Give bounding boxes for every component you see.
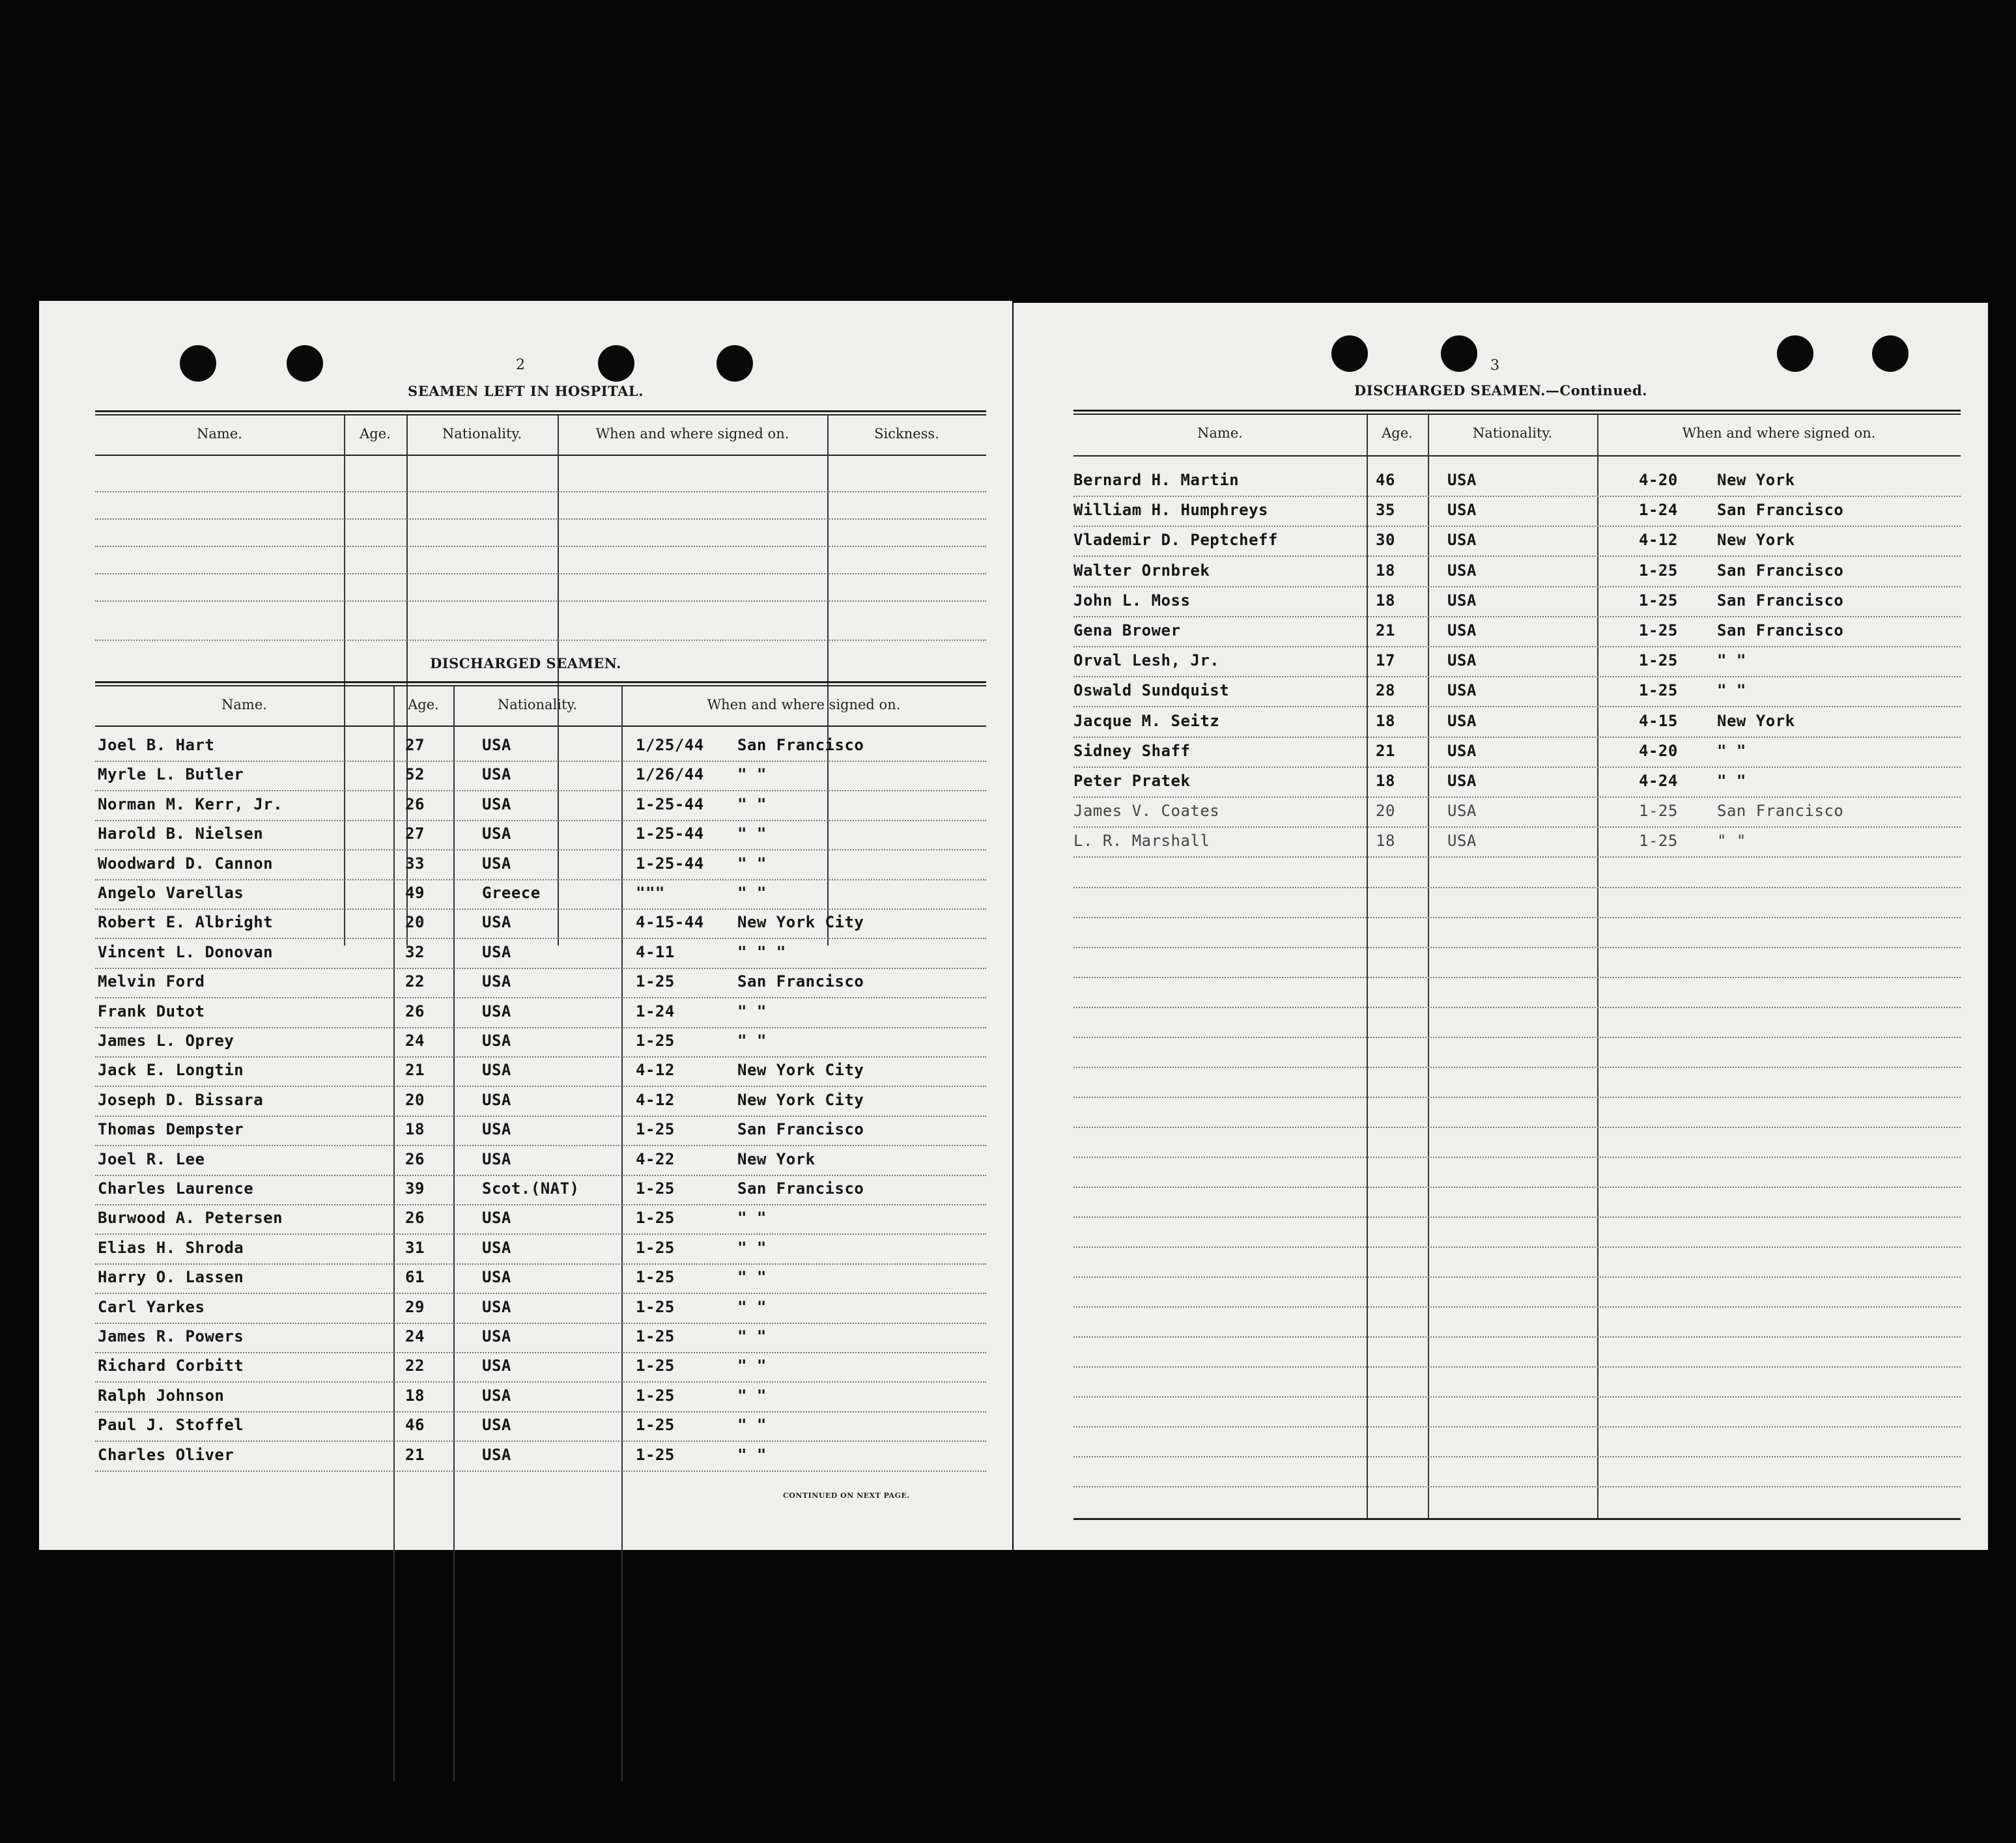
row-line: [1073, 676, 1961, 677]
discharged-col-nationality: Nationality.: [497, 697, 578, 712]
row-line: [1073, 1187, 1961, 1188]
signed-on-date: 1-25: [636, 1357, 675, 1375]
seaman-age: 32: [405, 943, 425, 961]
seaman-name: L. R. Marshall: [1073, 832, 1210, 850]
discharged-col-age: Age.: [408, 697, 439, 712]
seaman-name: James V. Coates: [1073, 802, 1220, 820]
row-line: [1073, 1097, 1961, 1098]
discharged-col-name: Name.: [221, 697, 267, 712]
seaman-name: Oswald Sundquist: [1073, 681, 1230, 699]
seaman-nationality: USA: [482, 1032, 511, 1050]
signed-on-place: " ": [737, 795, 767, 813]
seaman-nationality: USA: [482, 736, 511, 754]
seaman-nationality: USA: [1447, 471, 1477, 489]
seaman-age: 28: [1376, 681, 1395, 699]
signed-on-date: 1-25: [1639, 651, 1678, 669]
seaman-nationality: USA: [482, 1327, 511, 1345]
signed-on-place: " ": [1717, 832, 1746, 850]
hospital-col-name: Name.: [197, 426, 242, 442]
seaman-name: Peter Pratek: [1073, 772, 1191, 790]
row-line: [1073, 1246, 1961, 1248]
signed-on-place: " " ": [737, 943, 786, 961]
seaman-nationality: USA: [482, 824, 511, 843]
row-line: [95, 761, 986, 762]
signed-on-date: 1-25: [636, 972, 675, 991]
seaman-age: 46: [1376, 471, 1395, 489]
seaman-nationality: USA: [1447, 802, 1477, 820]
row-line: [1073, 586, 1961, 587]
row-line: [1073, 616, 1961, 617]
seaman-age: 26: [405, 795, 425, 813]
seaman-name: Richard Corbitt: [98, 1357, 244, 1375]
seaman-nationality: USA: [482, 1446, 511, 1464]
signed-on-date: 1-25: [636, 1209, 675, 1227]
row-line: [95, 908, 986, 910]
row-line: [95, 1411, 986, 1413]
row-line: [1073, 767, 1961, 768]
row-line: [1073, 826, 1961, 828]
signed-on-place: " ": [1717, 651, 1746, 669]
signed-on-date: 1-25: [636, 1120, 675, 1138]
binder-hole: [1872, 335, 1909, 372]
row-line: [95, 1116, 986, 1117]
seaman-age: 61: [405, 1268, 425, 1286]
seaman-nationality: Greece: [482, 884, 541, 902]
seaman-age: 18: [1376, 832, 1395, 850]
signed-on-place: New York City: [737, 1061, 864, 1079]
seaman-nationality: USA: [1447, 531, 1477, 549]
seaman-name: Thomas Dempster: [98, 1120, 244, 1138]
row-line: [1073, 1336, 1961, 1338]
row-line: [95, 820, 986, 821]
seaman-age: 20: [405, 1091, 425, 1109]
row-line: [1073, 1276, 1961, 1278]
page-number: 3: [1490, 358, 1499, 374]
seaman-age: 21: [405, 1446, 425, 1464]
row-line: [1073, 887, 1961, 888]
signed-on-place: " ": [737, 1209, 767, 1227]
seaman-nationality: USA: [482, 1150, 511, 1168]
seaman-nationality: USA: [1447, 772, 1477, 790]
signed-on-place: San Francisco: [1717, 501, 1844, 519]
continued-col-age: Age.: [1382, 425, 1413, 441]
seaman-age: 29: [405, 1298, 425, 1316]
signed-on-date: 1-25: [1639, 832, 1678, 850]
signed-on-place: San Francisco: [1717, 621, 1844, 640]
seaman-name: Elias H. Shroda: [98, 1239, 244, 1257]
seaman-age: 31: [405, 1239, 425, 1257]
row-line: [95, 1233, 986, 1235]
seaman-age: 21: [1376, 621, 1395, 640]
seaman-age: 18: [1376, 712, 1395, 730]
seaman-age: 18: [405, 1120, 425, 1138]
seaman-name: Charles Oliver: [98, 1446, 234, 1464]
seaman-age: 18: [405, 1386, 425, 1405]
seaman-name: Robert E. Albright: [98, 913, 274, 931]
seaman-age: 18: [1376, 591, 1395, 610]
seaman-age: 26: [405, 1002, 425, 1020]
signed-on-place: " ": [737, 1268, 767, 1286]
row-line: [1073, 1456, 1961, 1457]
seaman-age: 18: [1376, 561, 1395, 580]
seaman-name: Carl Yarkes: [98, 1298, 205, 1316]
continued-note: CONTINUED ON NEXT PAGE.: [783, 1491, 910, 1500]
row-line: [1073, 1007, 1961, 1008]
signed-on-date: 1-25: [1639, 621, 1678, 640]
seaman-name: Burwood A. Petersen: [98, 1209, 283, 1227]
seaman-nationality: USA: [1447, 712, 1477, 730]
signed-on-place: " ": [737, 1032, 767, 1050]
binder-hole: [598, 345, 634, 382]
seaman-age: 20: [405, 913, 425, 931]
signed-on-date: 1-25: [636, 1298, 675, 1316]
signed-on-date: 1-25-44: [636, 854, 704, 873]
row-line: [1073, 1426, 1961, 1428]
signed-on-date: 4-24: [1639, 772, 1678, 790]
signed-on-place: " ": [1717, 772, 1746, 790]
signed-on-place: New York: [737, 1150, 816, 1168]
seaman-nationality: USA: [1447, 591, 1477, 610]
signed-on-date: 1-25: [636, 1032, 675, 1050]
signed-on-date: 4-22: [636, 1150, 675, 1168]
signed-on-date: 4-12: [1639, 531, 1678, 549]
row-line: [95, 1470, 986, 1472]
seaman-age: 21: [405, 1061, 425, 1079]
discharged-col-when-where: When and where signed on.: [707, 697, 901, 712]
seaman-age: 52: [405, 765, 425, 783]
signed-on-date: 4-15: [1639, 712, 1678, 730]
row-line: [1073, 1037, 1961, 1038]
seaman-nationality: USA: [482, 1268, 511, 1286]
signed-on-place: " ": [737, 854, 767, 873]
seaman-name: Vlademir D. Peptcheff: [1073, 531, 1278, 549]
row-line: [1073, 1217, 1961, 1218]
row-line: [95, 1056, 986, 1058]
seaman-name: Ralph Johnson: [98, 1386, 225, 1405]
seaman-name: Joel B. Hart: [98, 736, 215, 754]
signed-on-date: 1/25/44: [636, 736, 704, 754]
row-line: [95, 1293, 986, 1294]
seaman-name: Joel R. Lee: [98, 1150, 205, 1168]
signed-on-place: " ": [737, 1416, 767, 1434]
signed-on-date: 1-25: [636, 1239, 675, 1257]
seaman-nationality: USA: [482, 1357, 511, 1375]
signed-on-place: New York City: [737, 913, 864, 931]
row-line: [1073, 556, 1961, 557]
signed-on-place: New York City: [737, 1091, 864, 1109]
row-line: [95, 879, 986, 880]
binder-hole: [1331, 335, 1368, 372]
signed-on-place: " ": [737, 1386, 767, 1405]
seaman-name: Bernard H. Martin: [1073, 471, 1240, 489]
signed-on-place: " ": [737, 1327, 767, 1345]
seaman-age: 35: [1376, 501, 1395, 519]
discharged-section-title: DISCHARGED SEAMEN.: [430, 655, 621, 671]
row-line: [95, 1263, 986, 1265]
seaman-name: Myrle L. Butler: [98, 765, 244, 783]
seaman-nationality: USA: [1447, 651, 1477, 669]
signed-on-place: " ": [737, 1298, 767, 1316]
seaman-age: 17: [1376, 651, 1395, 669]
seaman-nationality: USA: [482, 943, 511, 961]
signed-on-date: 4-15-44: [636, 913, 704, 931]
seaman-nationality: USA: [482, 1386, 511, 1405]
seaman-name: Angelo Varellas: [98, 884, 244, 902]
row-line: [95, 1175, 986, 1176]
seaman-nationality: USA: [482, 795, 511, 813]
seaman-name: Paul J. Stoffel: [98, 1416, 244, 1434]
row-line: [1073, 917, 1961, 918]
seaman-nationality: USA: [482, 913, 511, 931]
signed-on-date: 4-20: [1639, 471, 1678, 489]
left-page: [39, 301, 1012, 1550]
row-line: [95, 1027, 986, 1028]
signed-on-date: 1-25: [1639, 681, 1678, 699]
seaman-age: 24: [405, 1327, 425, 1345]
row-line: [95, 1145, 986, 1146]
signed-on-date: 1-24: [636, 1002, 675, 1020]
right-page: [1014, 303, 1988, 1550]
signed-on-place: San Francisco: [737, 1120, 864, 1138]
hospital-section-title: SEAMEN LEFT IN HOSPITAL.: [408, 383, 644, 399]
seaman-name: Harry O. Lassen: [98, 1268, 244, 1286]
row-line: [95, 1086, 986, 1087]
signed-on-place: " ": [737, 884, 767, 902]
row-line: [95, 1441, 986, 1442]
seaman-age: 22: [405, 972, 425, 991]
signed-on-date: 1-25: [636, 1327, 675, 1345]
row-line: [1073, 1306, 1961, 1308]
seaman-name: Vincent L. Donovan: [98, 943, 274, 961]
signed-on-date: 4-20: [1639, 742, 1678, 760]
seaman-name: Jack E. Longtin: [98, 1061, 244, 1079]
signed-on-place: " ": [737, 1002, 767, 1020]
signed-on-place: New York: [1717, 712, 1795, 730]
seaman-age: 24: [405, 1032, 425, 1050]
seaman-nationality: USA: [1447, 621, 1477, 640]
signed-on-place: " ": [737, 1239, 767, 1257]
signed-on-date: 1-25-44: [636, 795, 704, 813]
seaman-age: 49: [405, 884, 425, 902]
row-line: [1073, 706, 1961, 707]
signed-on-date: 1-25: [1639, 561, 1678, 580]
discharged-continued-title: DISCHARGED SEAMEN.—Continued.: [1354, 382, 1647, 399]
signed-on-place: San Francisco: [1717, 561, 1844, 580]
row-line: [1073, 1157, 1961, 1158]
row-line: [95, 849, 986, 851]
signed-on-date: 1-24: [1639, 501, 1678, 519]
seaman-name: Norman M. Kerr, Jr.: [98, 795, 283, 813]
row-line: [1073, 977, 1961, 978]
seaman-name: Jacque M. Seitz: [1073, 712, 1220, 730]
row-line: [1073, 737, 1961, 738]
row-line: [1073, 796, 1961, 798]
seaman-name: William H. Humphreys: [1073, 501, 1268, 519]
row-line: [1073, 1366, 1961, 1368]
table-bottom-rule: [1073, 1518, 1961, 1520]
seaman-age: 22: [405, 1357, 425, 1375]
signed-on-date: 1-25: [636, 1416, 675, 1434]
seaman-nationality: USA: [482, 1239, 511, 1257]
seaman-age: 21: [1376, 742, 1395, 760]
seaman-nationality: USA: [482, 1209, 511, 1227]
signed-on-place: San Francisco: [737, 1179, 864, 1198]
binder-hole: [180, 345, 216, 382]
seaman-name: Frank Dutot: [98, 1002, 205, 1020]
seaman-age: 26: [405, 1209, 425, 1227]
seaman-name: John L. Moss: [1073, 591, 1191, 610]
seaman-name: James L. Oprey: [98, 1032, 234, 1050]
seaman-name: Melvin Ford: [98, 972, 205, 991]
signed-on-place: " ": [737, 1357, 767, 1375]
seaman-nationality: USA: [1447, 501, 1477, 519]
row-line: [1073, 1486, 1961, 1487]
seaman-age: 30: [1376, 531, 1395, 549]
signed-on-date: 1-25: [1639, 591, 1678, 610]
signed-on-date: 1-25: [636, 1446, 675, 1464]
seaman-name: James R. Powers: [98, 1327, 244, 1345]
seaman-age: 27: [405, 736, 425, 754]
seaman-nationality: USA: [482, 1120, 511, 1138]
seaman-nationality: USA: [482, 1416, 511, 1434]
signed-on-date: 1-25: [636, 1268, 675, 1286]
seaman-nationality: USA: [1447, 561, 1477, 580]
row-line: [1073, 1067, 1961, 1068]
seaman-name: Orval Lesh, Jr.: [1073, 651, 1220, 669]
signed-on-date: 4-11: [636, 943, 675, 961]
signed-on-date: 1-25-44: [636, 824, 704, 843]
seaman-age: 20: [1376, 802, 1395, 820]
seaman-name: Woodward D. Cannon: [98, 854, 274, 873]
hospital-col-when-where: When and where signed on.: [595, 426, 789, 442]
continued-col-when-where: When and where signed on.: [1682, 425, 1876, 441]
row-line: [95, 1352, 986, 1353]
signed-on-place: " ": [1717, 681, 1746, 699]
continued-col-name: Name.: [1197, 425, 1243, 441]
signed-on-place: San Francisco: [1717, 802, 1844, 820]
row-line: [95, 1204, 986, 1205]
row-line: [1073, 1127, 1961, 1128]
signed-on-date: 1-25: [636, 1386, 675, 1405]
seaman-nationality: USA: [482, 972, 511, 991]
seaman-name: Walter Ornbrek: [1073, 561, 1210, 580]
seaman-nationality: USA: [482, 1002, 511, 1020]
signed-on-date: 1/26/44: [636, 765, 704, 783]
row-line: [1073, 947, 1961, 948]
signed-on-date: 4-12: [636, 1091, 675, 1109]
signed-on-place: New York: [1717, 531, 1795, 549]
binder-hole: [287, 345, 323, 382]
seaman-nationality: USA: [482, 1298, 511, 1316]
row-line: [95, 790, 986, 791]
binder-hole: [1441, 335, 1477, 372]
row-line: [95, 968, 986, 969]
row-line: [1073, 496, 1961, 497]
signed-on-place: " ": [737, 765, 767, 783]
seaman-name: Sidney Shaff: [1073, 742, 1191, 760]
row-line: [1073, 1396, 1961, 1398]
row-line: [1073, 856, 1961, 858]
signed-on-place: " ": [737, 824, 767, 843]
seaman-nationality: USA: [482, 765, 511, 783]
seaman-name: Charles Laurence: [98, 1179, 254, 1198]
seaman-age: 27: [405, 824, 425, 843]
seaman-nationality: USA: [482, 854, 511, 873]
hospital-col-age: Age.: [360, 426, 391, 442]
seaman-age: 26: [405, 1150, 425, 1168]
row-line: [1073, 526, 1961, 527]
seaman-nationality: USA: [1447, 742, 1477, 760]
row-line: [1073, 646, 1961, 647]
signed-on-date: """: [636, 884, 665, 902]
seaman-nationality: Scot.(NAT): [482, 1179, 580, 1198]
seaman-age: 46: [405, 1416, 425, 1434]
seaman-nationality: USA: [482, 1091, 511, 1109]
signed-on-date: 4-12: [636, 1061, 675, 1079]
continued-col-nationality: Nationality.: [1472, 425, 1553, 441]
seaman-nationality: USA: [1447, 681, 1477, 699]
seaman-age: 33: [405, 854, 425, 873]
row-line: [95, 997, 986, 998]
page-number: 2: [516, 357, 525, 373]
row-line: [95, 938, 986, 939]
signed-on-place: " ": [1717, 742, 1746, 760]
signed-on-date: 1-25: [636, 1179, 675, 1198]
hospital-col-sickness: Sickness.: [874, 426, 939, 442]
signed-on-place: New York: [1717, 471, 1795, 489]
seaman-nationality: USA: [1447, 832, 1477, 850]
signed-on-place: San Francisco: [737, 972, 864, 991]
seaman-nationality: USA: [482, 1061, 511, 1079]
binder-hole: [1777, 335, 1813, 372]
binder-hole: [717, 345, 753, 382]
seaman-name: Joseph D. Bissara: [98, 1091, 264, 1109]
hospital-col-nationality: Nationality.: [442, 426, 522, 442]
signed-on-place: San Francisco: [1717, 591, 1844, 610]
signed-on-place: San Francisco: [737, 736, 864, 754]
signed-on-place: " ": [737, 1446, 767, 1464]
seaman-age: 39: [405, 1179, 425, 1198]
row-line: [95, 1381, 986, 1383]
signed-on-date: 1-25: [1639, 802, 1678, 820]
row-line: [95, 1323, 986, 1324]
seaman-name: Gena Brower: [1073, 621, 1181, 640]
seaman-age: 18: [1376, 772, 1395, 790]
seaman-name: Harold B. Nielsen: [98, 824, 264, 843]
